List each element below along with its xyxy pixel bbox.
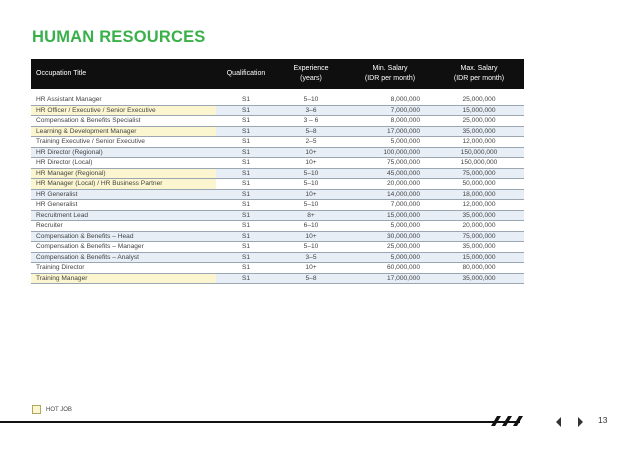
table-row bbox=[31, 253, 524, 264]
table-row bbox=[31, 274, 524, 285]
cell-experience: 2–5 bbox=[305, 138, 317, 146]
cell-min-salary: 100,000,000 bbox=[383, 148, 420, 156]
cell-experience: 10+ bbox=[305, 190, 317, 198]
footer-line bbox=[0, 421, 520, 423]
header-qualification: Qualification bbox=[226, 70, 266, 77]
cell-occupation-title: HR Manager (Local) / HR Business Partner bbox=[31, 179, 216, 189]
cell-max-salary: 20,000,000 bbox=[462, 222, 496, 230]
table-row bbox=[31, 179, 524, 190]
cell-occupation-title: Learning & Development Manager bbox=[31, 127, 216, 137]
cell-max-salary: 18,000,000 bbox=[462, 190, 496, 198]
cell-occupation-title: HR Generalist bbox=[36, 201, 78, 209]
header-experience: Experience (years) bbox=[293, 65, 329, 82]
table-row bbox=[31, 242, 524, 253]
table-body bbox=[31, 95, 524, 284]
cell-experience: 6–10 bbox=[303, 222, 319, 230]
table-row bbox=[31, 106, 524, 117]
cell-occupation-title: Compensation & Benefits – Manager bbox=[36, 243, 144, 251]
legend bbox=[32, 405, 72, 414]
table-row bbox=[31, 263, 524, 274]
cell-occupation-title: HR Officer / Executive / Senior Executive bbox=[31, 106, 216, 116]
table-row bbox=[31, 200, 524, 211]
cell-experience: 10+ bbox=[305, 148, 317, 156]
cell-min-salary: 8,000,000 bbox=[390, 96, 420, 104]
cell-min-salary: 17,000,000 bbox=[386, 274, 420, 282]
cell-occupation-title: Recruitment Lead bbox=[36, 211, 89, 219]
cell-min-salary: 14,000,000 bbox=[386, 190, 420, 198]
table-row bbox=[31, 137, 524, 148]
cell-min-salary: 75,000,000 bbox=[386, 159, 420, 167]
cell-qualification: S1 bbox=[241, 211, 251, 219]
table-row bbox=[31, 221, 524, 232]
cell-min-salary: 45,000,000 bbox=[386, 169, 420, 177]
cell-experience: 5–8 bbox=[305, 274, 317, 282]
cell-experience: 5–10 bbox=[303, 201, 319, 209]
table-row bbox=[31, 116, 524, 127]
slash-decoration-icon bbox=[488, 416, 528, 426]
cell-qualification: S1 bbox=[241, 169, 251, 177]
cell-min-salary: 7,000,000 bbox=[390, 201, 420, 209]
cell-occupation-title: Compensation & Benefits – Analyst bbox=[36, 253, 139, 261]
cell-experience: 10+ bbox=[305, 232, 317, 240]
cell-qualification: S1 bbox=[241, 96, 251, 104]
cell-qualification: S1 bbox=[241, 274, 251, 282]
cell-experience: 3 – 6 bbox=[303, 117, 319, 125]
hot-job-swatch bbox=[32, 405, 41, 414]
cell-experience: 10+ bbox=[305, 264, 317, 272]
cell-max-salary: 35,000,000 bbox=[462, 243, 496, 251]
cell-occupation-title: HR Assistant Manager bbox=[36, 96, 102, 104]
cell-qualification: S1 bbox=[241, 222, 251, 230]
cell-experience: 10+ bbox=[305, 159, 317, 167]
cell-min-salary: 15,000,000 bbox=[386, 211, 420, 219]
cell-occupation-title: Compensation & Benefits – Head bbox=[36, 232, 134, 240]
cell-max-salary: 12,000,000 bbox=[462, 138, 496, 146]
cell-max-salary: 12,000,000 bbox=[462, 201, 496, 209]
cell-min-salary: 7,000,000 bbox=[390, 106, 420, 114]
cell-occupation-title: Compensation & Benefits Specialist bbox=[36, 117, 141, 125]
table-row bbox=[31, 169, 524, 180]
cell-qualification: S1 bbox=[241, 201, 251, 209]
cell-qualification: S1 bbox=[241, 127, 251, 135]
cell-max-salary: 150,000,000 bbox=[460, 148, 498, 156]
cell-max-salary: 35,000,000 bbox=[462, 127, 496, 135]
cell-occupation-title: HR Generalist bbox=[36, 190, 78, 198]
cell-max-salary: 150,000,000 bbox=[460, 159, 498, 167]
cell-max-salary: 75,000,000 bbox=[462, 232, 496, 240]
cell-qualification: S1 bbox=[241, 117, 251, 125]
cell-qualification: S1 bbox=[241, 106, 251, 114]
cell-qualification: S1 bbox=[241, 180, 251, 188]
cell-max-salary: 80,000,000 bbox=[462, 264, 496, 272]
cell-min-salary: 25,000,000 bbox=[386, 243, 420, 251]
cell-occupation-title: HR Director (Regional) bbox=[36, 148, 103, 156]
cell-occupation-title: HR Manager (Regional) bbox=[31, 169, 216, 179]
next-page-icon[interactable] bbox=[578, 417, 583, 427]
cell-occupation-title: Training Manager bbox=[31, 274, 216, 284]
cell-qualification: S1 bbox=[241, 138, 251, 146]
cell-experience: 5–10 bbox=[303, 180, 319, 188]
cell-max-salary: 35,000,000 bbox=[462, 211, 496, 219]
cell-min-salary: 5,000,000 bbox=[390, 138, 420, 146]
cell-occupation-title: Training Director bbox=[36, 264, 85, 272]
cell-max-salary: 25,000,000 bbox=[462, 117, 496, 125]
cell-min-salary: 5,000,000 bbox=[390, 222, 420, 230]
table-row bbox=[31, 148, 524, 159]
cell-occupation-title: Recruiter bbox=[36, 222, 63, 230]
cell-max-salary: 75,000,000 bbox=[462, 169, 496, 177]
cell-qualification: S1 bbox=[241, 232, 251, 240]
cell-qualification: S1 bbox=[241, 148, 251, 156]
cell-min-salary: 8,000,000 bbox=[390, 117, 420, 125]
cell-max-salary: 15,000,000 bbox=[462, 253, 496, 261]
header-occupation-title: Occupation Title bbox=[36, 70, 87, 77]
header-min-salary: Min. Salary (IDR per month) bbox=[364, 65, 416, 82]
page-title: HUMAN RESOURCES bbox=[32, 28, 206, 46]
cell-min-salary: 17,000,000 bbox=[386, 127, 420, 135]
page-number: 13 bbox=[598, 415, 608, 425]
cell-experience: 8+ bbox=[307, 211, 315, 219]
table-header bbox=[31, 59, 524, 89]
cell-min-salary: 30,000,000 bbox=[386, 232, 420, 240]
cell-qualification: S1 bbox=[241, 253, 251, 261]
cell-max-salary: 35,000,000 bbox=[462, 274, 496, 282]
cell-qualification: S1 bbox=[241, 159, 251, 167]
cell-experience: 3–5 bbox=[305, 253, 317, 261]
header-max-salary: Max. Salary (IDR per month) bbox=[453, 65, 505, 82]
cell-experience: 5–10 bbox=[303, 243, 319, 251]
cell-experience: 5–8 bbox=[305, 127, 317, 135]
cell-experience: 5–10 bbox=[303, 96, 319, 104]
cell-qualification: S1 bbox=[241, 190, 251, 198]
hot-job-label: HOT JOB bbox=[46, 406, 72, 413]
table-row bbox=[31, 232, 524, 243]
table-row bbox=[31, 158, 524, 169]
table-row bbox=[31, 95, 524, 106]
cell-max-salary: 25,000,000 bbox=[462, 96, 496, 104]
cell-occupation-title: Training Executive / Senior Executive bbox=[36, 138, 145, 146]
cell-min-salary: 20,000,000 bbox=[386, 180, 420, 188]
previous-page-icon[interactable] bbox=[556, 417, 561, 427]
cell-occupation-title: HR Director (Local) bbox=[36, 159, 93, 167]
table-row bbox=[31, 190, 524, 201]
table-row bbox=[31, 127, 524, 138]
cell-max-salary: 15,000,000 bbox=[462, 106, 496, 114]
cell-min-salary: 60,000,000 bbox=[386, 264, 420, 272]
cell-qualification: S1 bbox=[241, 264, 251, 272]
cell-min-salary: 5,000,000 bbox=[390, 253, 420, 261]
cell-qualification: S1 bbox=[241, 243, 251, 251]
cell-experience: 5–10 bbox=[303, 169, 319, 177]
table-row bbox=[31, 211, 524, 222]
cell-experience: 3–6 bbox=[305, 106, 317, 114]
cell-max-salary: 50,000,000 bbox=[462, 180, 496, 188]
